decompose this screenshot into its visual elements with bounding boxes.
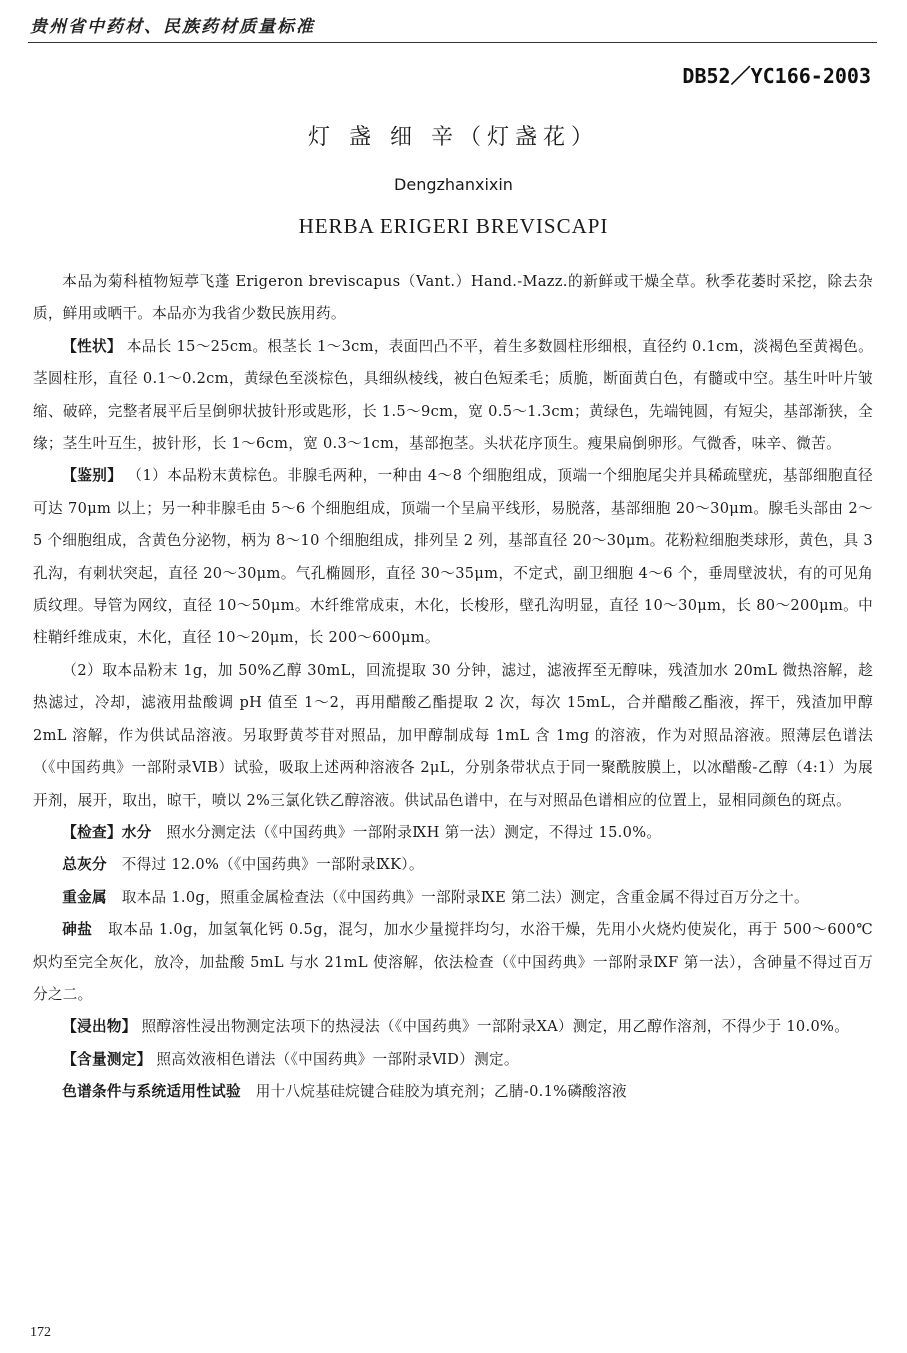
zhongjinshu-paragraph: 重金属 取本品 1.0g，照重金属检查法（《中国药典》一部附录ⅨE 第二法）测定，含重金属不得过百万分之十。 <box>62 888 809 906</box>
section-label: 【检查】 <box>62 823 122 841</box>
hanliang-paragraph: 【含量测定】 照高效液相色谱法（《中国药典》一部附录ⅥD）测定。 <box>62 1050 519 1068</box>
subsection-label: 水分 <box>121 823 152 841</box>
section-label: 【鉴别】 <box>62 467 123 485</box>
jiancha-paragraph: 【检查】水分 照水分测定法（《中国药典》一部附录ⅨH 第一法）测定，不得过 15.0%。 <box>62 823 662 841</box>
pinyin-title: Dengzhanxixin <box>394 175 513 194</box>
subsection-label: 砷盐 <box>62 921 93 939</box>
section-label: 【浸出物】 <box>62 1018 137 1036</box>
header-rule <box>28 42 877 43</box>
sepu-paragraph: 色谱条件与系统适用性试验 用十八烷基硅烷键合硅胶为填充剂；乙腈-0.1%磷酸溶液 <box>62 1083 627 1101</box>
page-number: 172 <box>30 1325 51 1340</box>
xingzhuang-paragraph: 【性状】 本品长 15～25cm。根茎长 1～3cm，表面凹凸不平，着生多数圆柱形细根，直径约 0.1cm，淡褐色至黄褐色。茎圆柱形，直径 0.1～0.2cm，黄绿色至淡棕色，具细纵棱线，被白色短柔毛；质脆，断面黄白色，有髓或中空。基生叶叶片皱缩、破碎，完整者展平后呈倒卵状披针形或匙形，长 1.5～9cm，宽 0.5～1.3cm；黄绿色，先端钝圆，有短尖，基部渐狭，全缘；茎生叶互生，披针形，长 1～6cm，宽 0.3～1cm，基部抱茎。头状花序顶生。瘦果扁倒卵形。气微香，味辛、微苦。 <box>33 337 873 453</box>
body-text <box>33 266 873 1109</box>
zonghuifen-paragraph: 总灰分 不得过 12.0%（《中国药典》一部附录ⅨK）。 <box>62 856 424 874</box>
jianbie-paragraph-2: （2）取本品粉末 1g，加 50%乙醇 30mL，回流提取 30 分钟，滤过，滤液挥至无醇味，残渣加水 20mL 微热溶解，趁热滤过，冷却，滤液用盐酸调 pH 值至 1～2，再用醋酸乙酯提取 2 次，每次 15mL，合并醋酸乙酯液，挥干，残渣加甲醇 2mL 溶解，作为供试品溶液。另取野黄芩苷对照品，加甲醇制成每 1mL 含 1mg 的溶液，作为对照品溶液。照薄层色谱法（《中国药典》一部附录ⅥB）试验，吸取上述两种溶液各 2μL，分别条带状点于同一聚酰胺膜上，以冰醋酸-乙醇（4:1）为展开剂，展开，取出，晾干，喷以 2%三氯化铁乙醇溶液。供试品色谱中，在与对照品色谱相应的位置上，显相同颜色的斑点。 <box>33 661 873 809</box>
standard-code: DB52／YC166-2003 <box>682 64 871 88</box>
section-label: 【含量测定】 <box>62 1050 152 1068</box>
document-title: 灯 盏 细 辛（灯盏花） <box>308 125 599 150</box>
jianbie-paragraph-1: 【鉴别】 （1）本品粉末黄棕色。非腺毛两种，一种由 4～8 个细胞组成，顶端一个细胞尾尖并具稀疏壁疣，基部细胞直径可达 70μm 以上；另一种非腺毛由 5～6 个细胞组成，顶端一个呈扁平线形，易脱落，基部细胞 20～30μm。腺毛头部由 2～5 个细胞组成，含黄色分泌物，柄为 8～10 个细胞组成，排列呈 2 列，基部直径 20～30μm。花粉粒细胞类球形，黄色，具 3 孔沟，有刺状突起，直径 20～30μm。气孔椭圆形，直径 30～35μm，不定式，副卫细胞 4～6 个，垂周壁波状，有的可见角质纹理。导管为网纹，直径 10～50μm。木纤维常成束，木化，长梭形，壁孔沟明显，直径 10～30μm，长 80～200μm。中柱鞘纤维成束，木化，直径 10～20μm，长 200～600μm。 <box>33 467 873 647</box>
running-header: 贵州省中药材、民族药材质量标准 <box>30 17 315 37</box>
shenyan-paragraph: 砷盐 取本品 1.0g，加氢氧化钙 0.5g，混匀，加水少量搅拌均匀，水浴干燥，先用小火烧灼使炭化，再于 500～600℃炽灼至完全灰化，放冷，加盐酸 5mL 与水 21mL 使溶解，依法检查（《中国药典》一部附录ⅨF 第一法），含砷量不得过百万分之二。 <box>33 921 873 1003</box>
section-label: 【性状】 <box>62 337 122 355</box>
latin-title: HERBA ERIGERI BREVISCAPI <box>298 214 609 238</box>
jinchuwu-paragraph: 【浸出物】 照醇溶性浸出物测定法项下的热浸法（《中国药典》一部附录ⅩA）测定，用乙醇作溶剂，不得少于 10.0%。 <box>62 1018 850 1036</box>
subsection-label: 重金属 <box>62 888 107 906</box>
subsection-label: 色谱条件与系统适用性试验 <box>62 1083 241 1101</box>
intro-paragraph: 本品为菊科植物短葶飞蓬 Erigeron breviscapus（Vant.）Hand.-Mazz.的新鲜或干燥全草。秋季花萎时采挖，除去杂质，鲜用或晒干。本品亦为我省少数民族用药。 <box>33 273 873 323</box>
subsection-label: 总灰分 <box>62 856 107 874</box>
